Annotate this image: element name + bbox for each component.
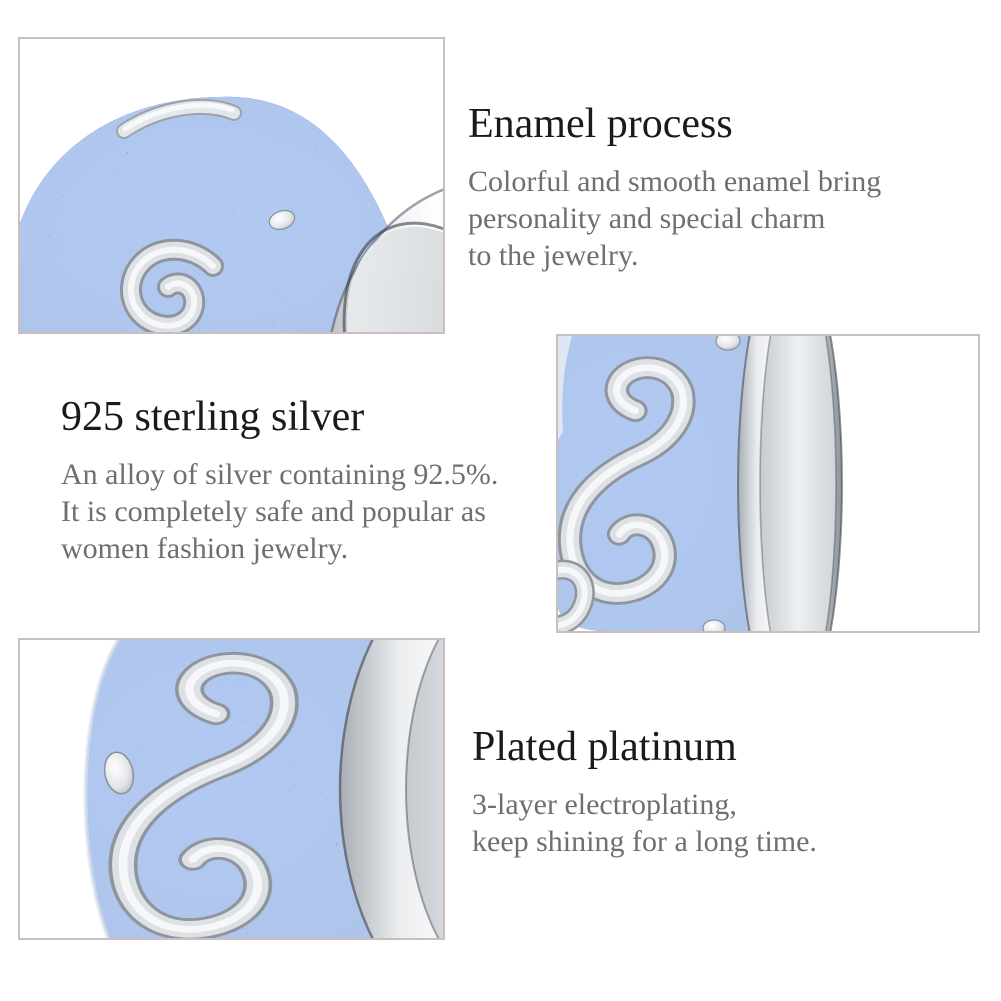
body-line: 3-layer electroplating, [472,788,737,822]
charm-front-image [20,640,443,938]
silver-dot-bottom [703,620,725,631]
body-line: women fashion jewelry. [61,532,349,566]
photo-side-view [556,334,980,633]
silver-core-ring [738,336,842,631]
silver-core-ring [340,640,443,938]
section-body [468,163,881,274]
body-line: It is completely safe and popular as [61,495,486,529]
charm-side-image [558,336,978,631]
section-body [472,786,817,860]
section-body [61,456,498,567]
section-plated-platinum [472,724,817,860]
section-heading: Enamel process [468,101,733,147]
body-line: to the jewelry. [468,239,639,273]
body-line: Colorful and smooth enamel bring [468,165,882,199]
section-heading: Plated platinum [472,724,737,770]
section-enamel-process [468,101,881,274]
photo-enamel-closeup [18,37,445,334]
body-line: keep shining for a long time. [472,825,817,859]
photo-front-angle [18,638,445,940]
body-line: An alloy of silver containing 92.5%. [61,458,499,492]
section-heading: 925 sterling silver [61,394,365,440]
body-line: personality and special charm [468,202,826,236]
section-sterling-silver [61,394,498,567]
silver-dot-top [716,336,740,350]
charm-closeup-image [20,39,443,332]
